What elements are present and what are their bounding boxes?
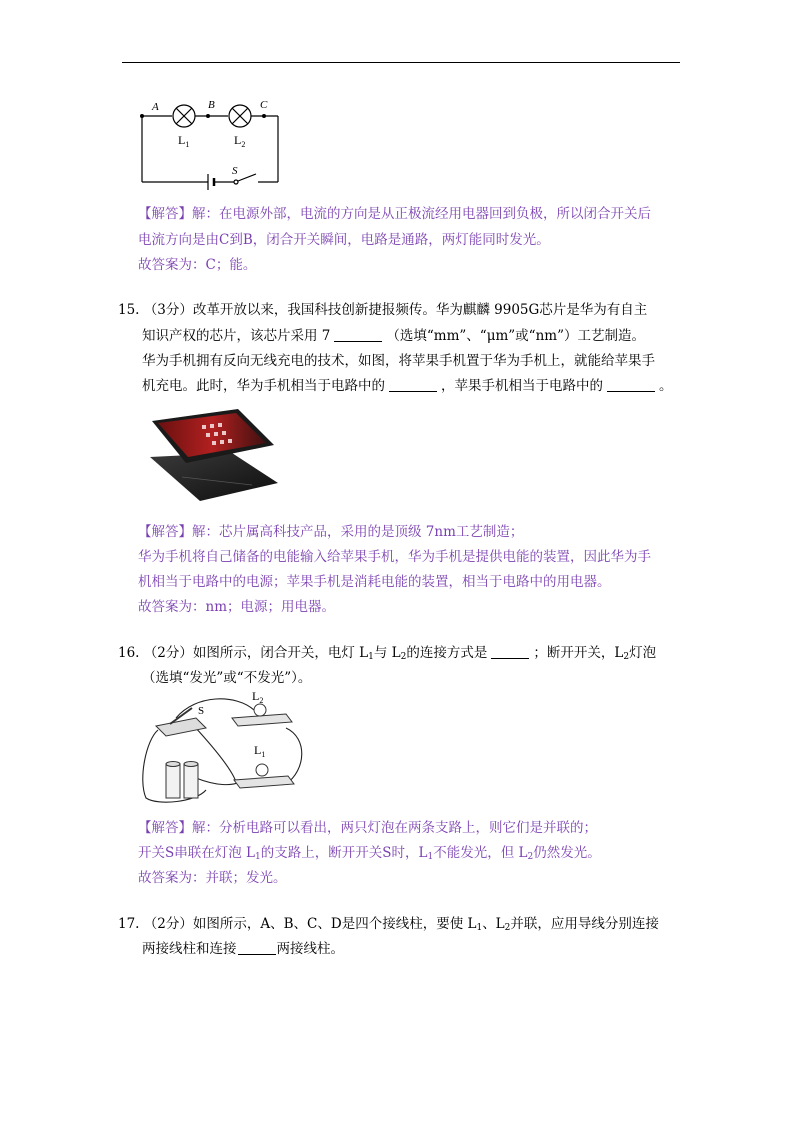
answer-blank (334, 327, 382, 342)
q16-line1: 16. （2分）如图所示，闭合开关，电灯 $L_1$与 $L_2$的连接方式是 ；断开开关，$L_2$灯泡 (118, 645, 657, 662)
q15-answer-line3: 机相当于电路中的电源；苹果手机是消耗电能的装置，相当于电路中的用电器。 (138, 574, 611, 590)
q15-line2: 知识产权的芯片，该芯片采用 7 （选填“mm”、“μm”或“nm”）工艺制造。 (142, 328, 645, 344)
parallel-circuit-photo-figure (136, 690, 312, 808)
header-rule (122, 62, 680, 63)
point-a-label: A (152, 101, 159, 113)
q15-answer-line1: 【解答】解：芯片属高科技产品，采用的是顶级 7nm工艺制造； (138, 524, 524, 540)
answer-blank (491, 644, 529, 659)
q14-answer-line2: 电流方向是由C到B，闭合开关瞬间，电路是通路，两灯能同时发光。 (138, 232, 550, 248)
svg-text:L1: $L_1$ (178, 133, 190, 149)
lamp1-label: L (254, 743, 262, 757)
q14-answer-line1: 【解答】解：在电源外部，电流的方向是从正极流经用电器回到负极，所以闭合开关后 (138, 206, 651, 222)
q15-line4: 机充电。此时，华为手机相当于电路中的 ，苹果手机相当于电路中的 。 (142, 378, 673, 394)
answer-blank (238, 940, 276, 955)
phones-charging-figure (142, 405, 282, 503)
q15-answer-line2: 华为手机将自己储备的电能输入给苹果手机，华为手机是提供电能的装置，因此华为手 (138, 549, 651, 565)
lamp2-label: L (234, 133, 242, 147)
q15-answer-line4: 故答案为：nm；电源；用电器。 (138, 599, 335, 615)
svg-text:L1: $L_1$ (254, 743, 266, 759)
point-b-label: B (208, 99, 215, 111)
q16-answer-line2: 开关S串联在灯泡 $L_1$的支路上，断开开关S时，$L_1$不能发光，但 $L_2$仍然发光。 (138, 845, 601, 862)
lamp2-label: L (252, 690, 260, 703)
point-c-label: C (260, 99, 268, 111)
q17-line1: 17. （2分）如图所示，A、B、C、D是四个接线柱，要使 $L_1$、$L_2$并联，应用导线分别连接 (118, 916, 659, 933)
switch-label: S (232, 165, 238, 177)
q16-answer-line3: 故答案为：并联；发光。 (138, 870, 287, 886)
lamp1-label: L (178, 133, 186, 147)
q16-line2: （选填“发光”或“不发光”）。 (142, 670, 312, 686)
q15-line1: 15. （3分）改革开放以来，我国科技创新捷报频传。华为麒麟 9905G芯片是华为有自主 (118, 302, 648, 318)
q15-line3: 华为手机拥有反向无线充电的技术，如图，将苹果手机置于华为手机上，就能给苹果手 (142, 353, 655, 369)
series-circuit-figure (136, 92, 286, 192)
q17-line2: 两接线柱和连接 两接线柱。 (142, 941, 344, 957)
q16-answer-line1: 【解答】解：分析电路可以看出，两只灯泡在两条支路上，则它们是并联的； (138, 820, 597, 836)
q14-answer-line3: 故答案为：C；能。 (138, 257, 257, 273)
svg-text:L2: $L_2$ (234, 133, 246, 149)
answer-blank (607, 377, 655, 392)
svg-text:L2: $L_2$ (252, 690, 264, 705)
switch-label: S (198, 705, 205, 717)
answer-blank (389, 377, 437, 392)
